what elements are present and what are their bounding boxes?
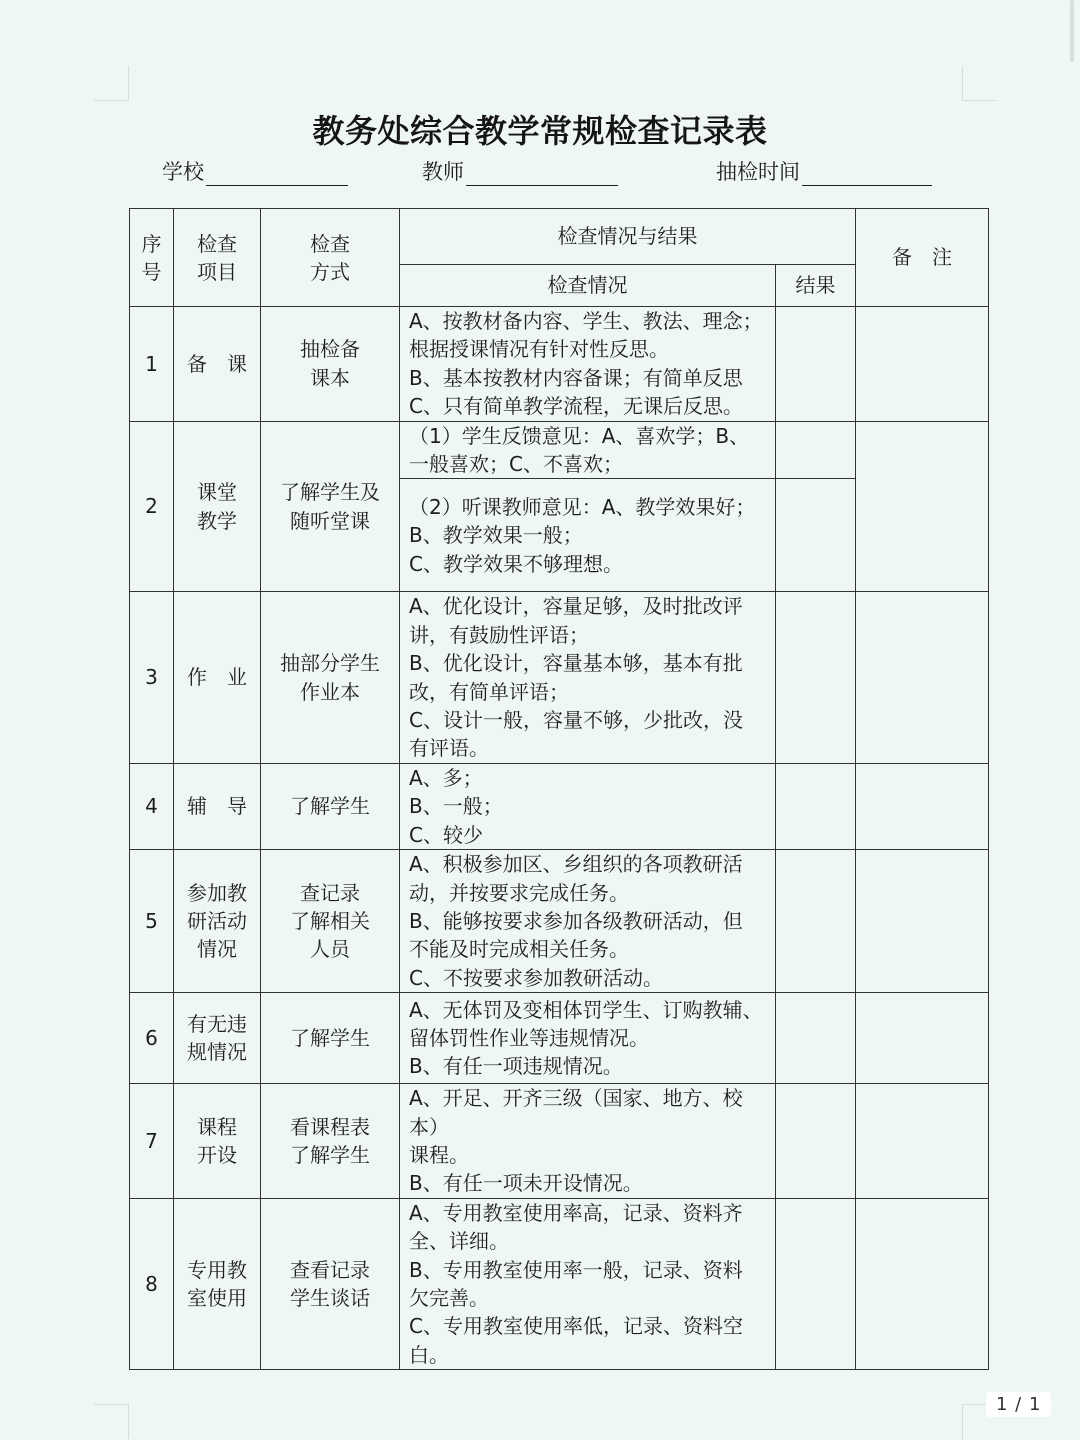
row-situation: A、按教材备内容、学生、教法、理念； 根据授课情况有针对性反思。 B、基本按教材内容备课；有简单反思 C、只有简单教学流程，无课后反思。 <box>400 307 776 422</box>
page-corner-mark <box>94 1404 129 1439</box>
row-result[interactable] <box>776 1084 856 1199</box>
row-situation: A、开足、开齐三级（国家、地方、校本） 课程。 B、有任一项未开设情况。 <box>400 1084 776 1199</box>
table-row <box>130 307 989 422</box>
inspection-table <box>129 208 989 1370</box>
row-method: 查记录 了解相关 人员 <box>261 850 400 993</box>
row-remark[interactable] <box>856 421 989 592</box>
row-method: 了解学生及 随听堂课 <box>261 421 400 592</box>
page-corner-mark <box>962 66 997 101</box>
table-row <box>130 850 989 993</box>
row-situation-teacher: （2）听课教师意见：A、教学效果好； B、教学效果一般； C、教学效果不够理想。 <box>400 479 776 592</box>
table-row <box>130 763 989 849</box>
table-row <box>130 1084 989 1199</box>
row-situation: A、积极参加区、乡组织的各项教研活 动，并按要求完成任务。 B、能够按要求参加各级教研活动，但 不能及时完成相关任务。 C、不按要求参加教研活动。 <box>400 850 776 993</box>
school-label: 学校 <box>162 160 204 184</box>
row-item: 专用教 室使用 <box>174 1198 261 1369</box>
row-item: 课堂 教学 <box>174 421 261 592</box>
row-result[interactable] <box>776 592 856 763</box>
row-result[interactable] <box>776 307 856 422</box>
table-row <box>130 592 989 763</box>
header-result: 结果 <box>776 265 856 307</box>
document-title: 教务处综合教学常规检查记录表 <box>312 112 768 150</box>
row-remark[interactable] <box>856 763 989 849</box>
page-corner-mark <box>94 66 129 101</box>
row-situation: A、专用教室使用率高，记录、资料齐 全、详细。 B、专用教室使用率一般，记录、资料 欠完善。 C、专用教室使用率低，记录、资料空 白。 <box>400 1198 776 1369</box>
row-remark[interactable] <box>856 1084 989 1199</box>
row-item: 参加教 研活动 情况 <box>174 850 261 993</box>
time-field <box>716 156 932 186</box>
row-remark[interactable] <box>856 1198 989 1369</box>
row-method: 抽检备 课本 <box>261 307 400 422</box>
table-row <box>130 993 989 1084</box>
row-seq: 5 <box>130 850 174 993</box>
row-result[interactable] <box>776 993 856 1084</box>
page-indicator: 1 / 1 <box>986 1392 1051 1417</box>
row-situation: A、多； B、一般； C、较少 <box>400 763 776 849</box>
row-remark[interactable] <box>856 993 989 1084</box>
row-result[interactable] <box>776 1198 856 1369</box>
row-remark[interactable] <box>856 307 989 422</box>
row-seq: 2 <box>130 421 174 592</box>
row-seq: 4 <box>130 763 174 849</box>
header-seq: 序 号 <box>130 209 174 307</box>
row-method: 查看记录 学生谈话 <box>261 1198 400 1369</box>
row-seq: 1 <box>130 307 174 422</box>
row-situation-student: （1）学生反馈意见：A、喜欢学；B、 一般喜欢；C、不喜欢； <box>400 421 776 479</box>
table-row <box>130 421 989 479</box>
row-situation: A、优化设计，容量足够，及时批改评 讲，有鼓励性评语； B、优化设计，容量基本够，基本有批 改，有简单评语； C、设计一般，容量不够，少批改，没 有评语。 <box>400 592 776 763</box>
row-item: 辅 导 <box>174 763 261 849</box>
row-item: 作 业 <box>174 592 261 763</box>
school-blank <box>206 159 348 186</box>
row-situation: A、无体罚及变相体罚学生、订购教辅、 留体罚性作业等违规情况。 B、有任一项违规情况。 <box>400 993 776 1084</box>
teacher-label: 教师 <box>422 160 464 184</box>
time-blank <box>802 159 932 186</box>
row-item: 备 课 <box>174 307 261 422</box>
teacher-field <box>422 156 618 186</box>
header-situation: 检查情况 <box>400 265 776 307</box>
row-remark[interactable] <box>856 850 989 993</box>
row-item: 有无违 规情况 <box>174 993 261 1084</box>
row-result[interactable] <box>776 763 856 849</box>
row-method: 了解学生 <box>261 763 400 849</box>
teacher-blank <box>466 159 618 186</box>
header-remark: 备 注 <box>856 209 989 307</box>
row-result[interactable] <box>776 421 856 479</box>
row-seq: 6 <box>130 993 174 1084</box>
header-method: 检查 方式 <box>261 209 400 307</box>
row-remark[interactable] <box>856 592 989 763</box>
row-seq: 3 <box>130 592 174 763</box>
school-field <box>162 156 348 186</box>
header-item: 检查 项目 <box>174 209 261 307</box>
row-method: 看课程表 了解学生 <box>261 1084 400 1199</box>
row-item: 课程 开设 <box>174 1084 261 1199</box>
table-row <box>130 1198 989 1369</box>
header-situation-result: 检查情况与结果 <box>400 209 856 265</box>
row-method: 抽部分学生 作业本 <box>261 592 400 763</box>
row-result[interactable] <box>776 850 856 993</box>
time-label: 抽检时间 <box>716 160 800 184</box>
scrollbar[interactable] <box>1070 0 1074 62</box>
row-seq: 8 <box>130 1198 174 1369</box>
row-seq: 7 <box>130 1084 174 1199</box>
row-result[interactable] <box>776 479 856 592</box>
row-method: 了解学生 <box>261 993 400 1084</box>
